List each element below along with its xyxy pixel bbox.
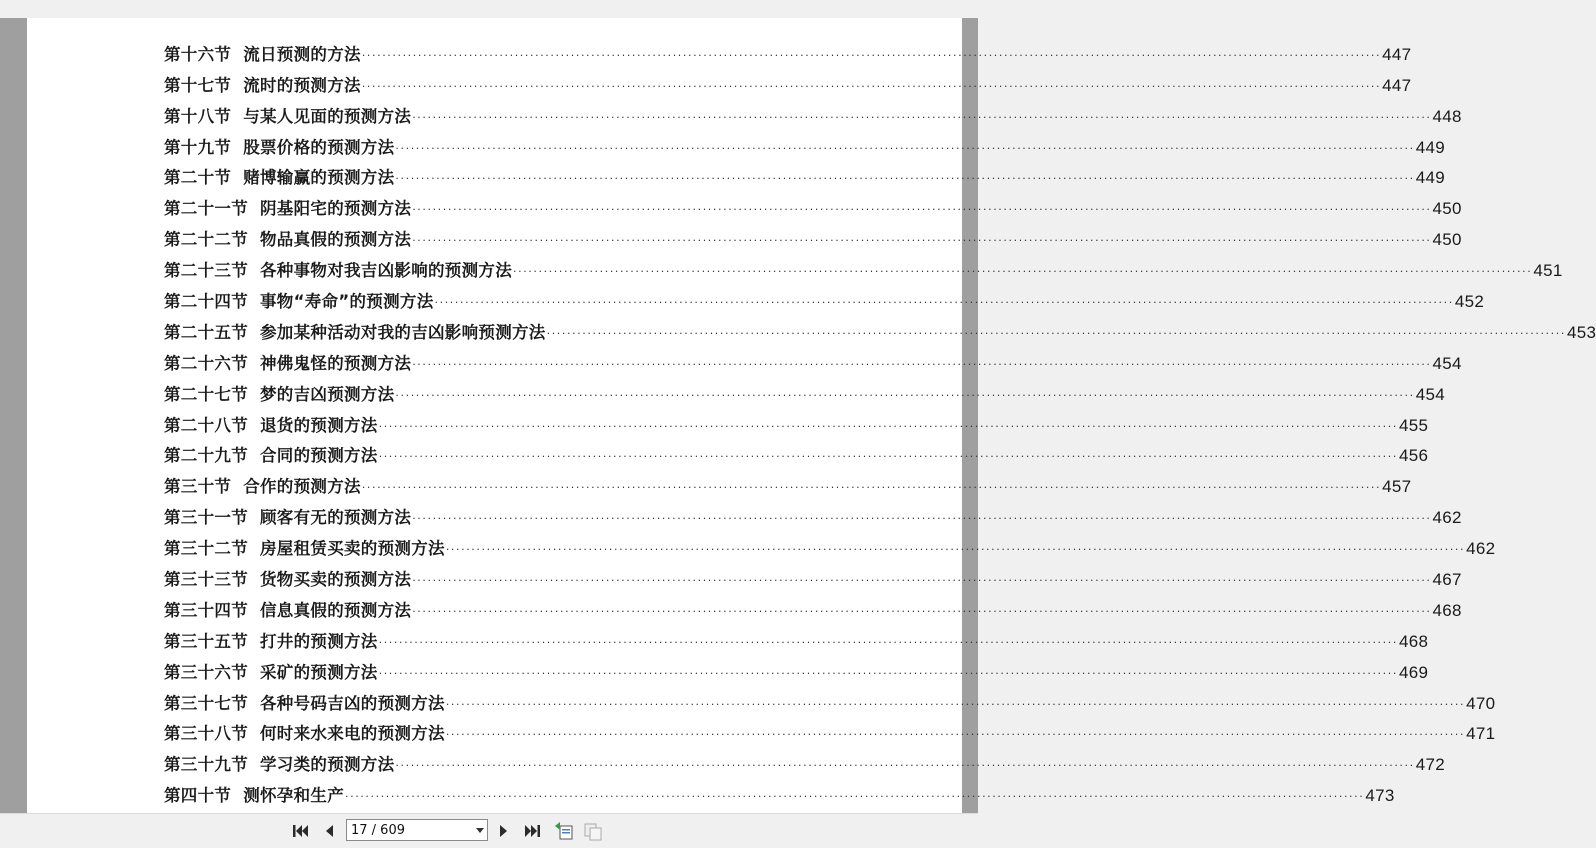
toc-section-title: 股票价格的预测方法 <box>243 137 395 157</box>
toc-page-number: 472 <box>1415 755 1445 775</box>
toc-leader-dots: ········································································································································································································ <box>412 574 1432 588</box>
toc-section-number: 第二十二节 <box>164 230 248 250</box>
toc-section-title: 合作的预测方法 <box>243 477 361 497</box>
toc-section-title: 神佛鬼怪的预测方法 <box>260 353 412 373</box>
toc-page-number: 462 <box>1466 539 1496 559</box>
toc-section-title: 与某人见面的预测方法 <box>243 106 412 126</box>
toc-page-number: 448 <box>1432 106 1462 126</box>
last-page-button[interactable] <box>523 822 541 840</box>
toc-page-number: 454 <box>1415 384 1445 404</box>
toc-section-number: 第十六节 <box>164 44 232 64</box>
last-page-icon <box>523 823 541 839</box>
toc-section-number: 第二十五节 <box>164 322 248 342</box>
toc-leader-dots: ········································································································································································································ <box>412 203 1432 217</box>
toc-page-number: 468 <box>1432 600 1462 620</box>
page-number-input[interactable] <box>347 821 473 839</box>
toc-page-number: 471 <box>1466 724 1496 744</box>
toc-page-number: 450 <box>1432 199 1462 219</box>
toc-entry <box>164 312 1596 343</box>
toc-entry <box>164 127 1445 158</box>
toc-page-number: 467 <box>1432 570 1462 590</box>
toc-section-title: 顾客有无的预测方法 <box>260 508 412 528</box>
next-page-icon <box>497 823 511 839</box>
toc-page-number: 470 <box>1466 693 1496 713</box>
toc-entry <box>164 590 1462 621</box>
pdf-page <box>27 18 1596 813</box>
toc-section-title: 各种事物对我吉凶影响的预测方法 <box>260 261 512 281</box>
toc-section-title: 测怀孕和生产 <box>243 786 345 806</box>
toc-section-title: 参加某种活动对我的吉凶影响预测方法 <box>260 322 546 342</box>
toc-section-title: 流日预测的方法 <box>243 44 361 64</box>
toc-leader-dots: ········································································································································································································ <box>345 790 1365 804</box>
toc-section-title: 阴基阳宅的预测方法 <box>260 199 412 219</box>
toc-entry <box>164 219 1462 250</box>
toc-section-number: 第三十一节 <box>164 508 248 528</box>
toc-page-number: 453 <box>1566 322 1596 342</box>
toc-section-title: 信息真假的预测方法 <box>260 600 412 620</box>
navigation-toolbar <box>0 813 978 848</box>
toc-page-number: 449 <box>1415 137 1445 157</box>
toc-entry <box>164 528 1496 559</box>
toc-page-number: 449 <box>1415 168 1445 188</box>
go-back-view-icon <box>554 821 574 841</box>
toc-section-title: 流时的预测方法 <box>243 75 361 95</box>
toc-section-title: 何时来水来电的预测方法 <box>260 724 445 744</box>
toc-page-number: 447 <box>1382 75 1412 95</box>
toc-entry <box>164 775 1395 806</box>
toc-leader-dots: ········································································································································································································ <box>378 450 1398 464</box>
toc-section-number: 第三十九节 <box>164 755 248 775</box>
first-page-button[interactable] <box>292 822 310 840</box>
toc-section-number: 第二十六节 <box>164 353 248 373</box>
previous-page-icon <box>322 823 336 839</box>
toc-leader-dots: ········································································································································································································ <box>395 759 1415 773</box>
toc-section-number: 第二十四节 <box>164 292 248 312</box>
toc-leader-dots: ········································································································································································································ <box>513 265 1533 279</box>
toc-entry <box>164 714 1496 745</box>
toc-entry <box>164 683 1496 714</box>
toc-leader-dots: ········································································································································································································ <box>378 419 1398 433</box>
page-number-select[interactable] <box>346 819 488 841</box>
toc-section-title: 赌博输赢的预测方法 <box>243 168 395 188</box>
toc-leader-dots: ········································································································································································································ <box>361 481 1382 495</box>
toc-entry <box>164 652 1429 683</box>
toc-entry <box>164 281 1485 312</box>
toc-page-number: 454 <box>1432 353 1462 373</box>
toc-section-title: 物品真假的预测方法 <box>260 230 412 250</box>
toc-leader-dots: ········································································································································································································ <box>412 512 1432 526</box>
toc-section-title: 梦的吉凶预测方法 <box>260 384 395 404</box>
toc-page-number: 447 <box>1382 44 1412 64</box>
toc-entry <box>164 188 1462 219</box>
toc-leader-dots: ········································································································································································································ <box>395 388 1415 402</box>
toc-section-title: 房屋租赁买卖的预测方法 <box>260 539 445 559</box>
chevron-down-icon[interactable] <box>473 828 487 833</box>
toc-entry <box>164 343 1462 374</box>
go-forward-view-button[interactable] <box>583 821 603 841</box>
toc-entry <box>164 65 1412 96</box>
toc-page-number: 469 <box>1398 662 1429 682</box>
toc-entry <box>164 744 1445 775</box>
toc-section-title: 退货的预测方法 <box>260 415 378 435</box>
toc-leader-dots: ········································································································································································································ <box>378 635 1398 649</box>
first-page-icon <box>292 823 310 839</box>
toc-section-title: 货物买卖的预测方法 <box>260 570 412 590</box>
toc-section-number: 第二十三节 <box>164 261 248 281</box>
toc-page-number: 462 <box>1432 508 1462 528</box>
toc-section-number: 第三十五节 <box>164 631 248 651</box>
toc-entry <box>164 374 1445 405</box>
toc-section-title: 打井的预测方法 <box>260 631 378 651</box>
toc-page-number: 451 <box>1533 261 1563 281</box>
toc-entry <box>164 405 1429 436</box>
toc-entry <box>164 466 1412 497</box>
toc-leader-dots: ········································································································································································································ <box>546 326 1566 340</box>
toc-section-number: 第三十八节 <box>164 724 248 744</box>
toc-leader-dots: ········································································································································································································ <box>395 172 1415 186</box>
toc-section-number: 第三十三节 <box>164 570 248 590</box>
toc-leader-dots: ········································································································································································································ <box>361 48 1382 62</box>
toc-section-title: 合同的预测方法 <box>260 446 378 466</box>
toc-leader-dots: ········································································································································································································ <box>378 666 1398 680</box>
toc-entry <box>164 497 1462 528</box>
toc-leader-dots: ········································································································································································································ <box>434 296 1454 310</box>
toc-section-number: 第三十二节 <box>164 539 248 559</box>
toc-section-number: 第二十九节 <box>164 446 248 466</box>
toc-section-number: 第十七节 <box>164 75 232 95</box>
toc-section-number: 第三十六节 <box>164 662 248 682</box>
toc-page-number: 468 <box>1398 631 1429 651</box>
toc-section-title: 学习类的预测方法 <box>260 755 395 775</box>
table-of-contents <box>164 34 1596 806</box>
toc-section-number: 第二十七节 <box>164 384 248 404</box>
go-back-view-button[interactable] <box>554 821 574 841</box>
toc-page-number: 455 <box>1398 415 1429 435</box>
toc-leader-dots: ········································································································································································································ <box>445 697 1466 711</box>
toc-section-number: 第二十节 <box>164 168 232 188</box>
toc-section-number: 第十八节 <box>164 106 232 126</box>
toc-leader-dots: ········································································································································································································ <box>412 604 1432 618</box>
toc-entry <box>164 621 1429 652</box>
toc-leader-dots: ········································································································································································································ <box>412 110 1432 124</box>
toc-entry <box>164 559 1462 590</box>
toc-entry <box>164 158 1445 189</box>
go-forward-view-icon <box>583 821 603 841</box>
toc-section-title: 事物“寿命”的预测方法 <box>260 292 434 312</box>
toc-section-title: 采矿的预测方法 <box>260 662 378 682</box>
toc-leader-dots: ········································································································································································································ <box>412 357 1432 371</box>
toc-leader-dots: ········································································································································································································ <box>361 79 1382 93</box>
toc-section-number: 第三十七节 <box>164 693 248 713</box>
toc-section-number: 第二十一节 <box>164 199 248 219</box>
toc-page-number: 452 <box>1454 292 1485 312</box>
toc-leader-dots: ········································································································································································································ <box>395 141 1415 155</box>
toc-page-number: 473 <box>1365 786 1395 806</box>
toc-entry <box>164 96 1462 127</box>
toc-leader-dots: ········································································································································································································ <box>445 728 1466 742</box>
toc-entry <box>164 436 1429 467</box>
toc-section-number: 第四十节 <box>164 786 232 806</box>
toc-page-number: 450 <box>1432 230 1462 250</box>
toc-entry <box>164 34 1412 65</box>
toc-section-title: 各种号码吉凶的预测方法 <box>260 693 445 713</box>
toc-leader-dots: ········································································································································································································ <box>412 234 1432 248</box>
toc-section-number: 第十九节 <box>164 137 232 157</box>
previous-page-button[interactable] <box>320 822 338 840</box>
toc-section-number: 第三十节 <box>164 477 232 497</box>
toc-leader-dots: ········································································································································································································ <box>445 543 1466 557</box>
toc-section-number: 第二十八节 <box>164 415 248 435</box>
next-page-button[interactable] <box>495 822 513 840</box>
toc-entry <box>164 250 1563 281</box>
toc-page-number: 456 <box>1398 446 1429 466</box>
toc-section-number: 第三十四节 <box>164 600 248 620</box>
toc-page-number: 457 <box>1382 477 1412 497</box>
